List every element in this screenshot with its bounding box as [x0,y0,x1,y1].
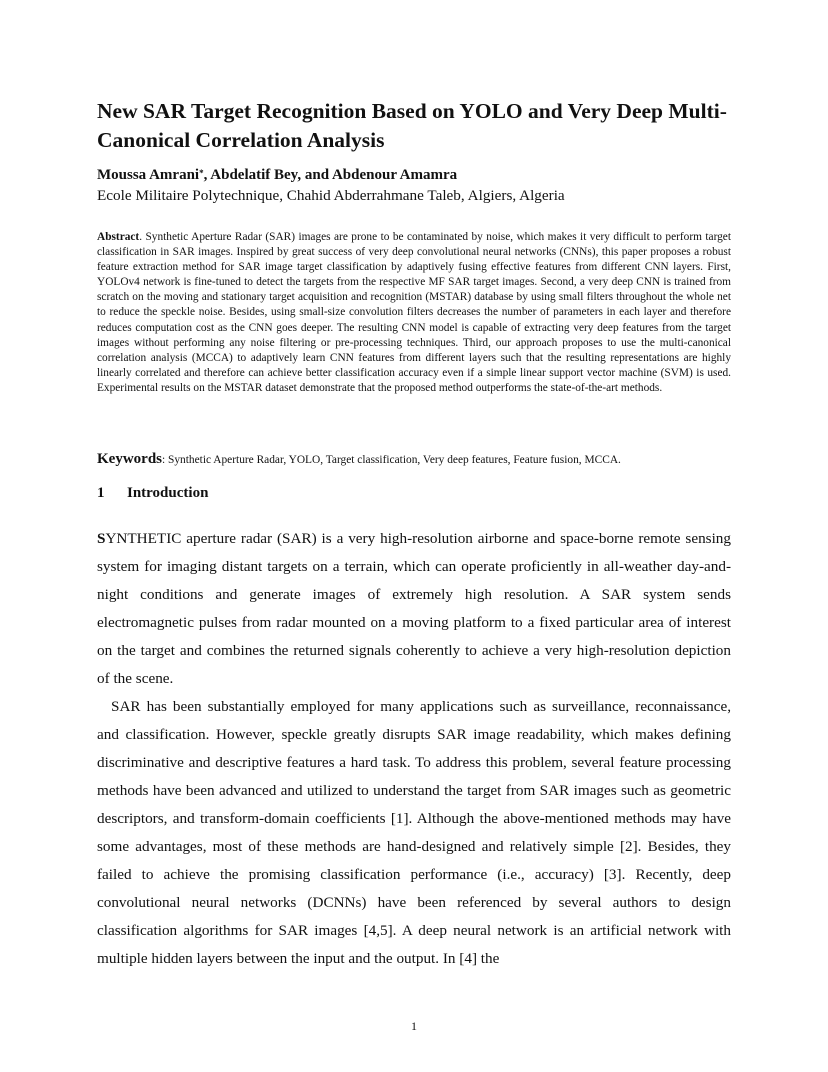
keywords-label: Keywords [97,451,162,467]
section-title: Introduction [127,485,209,501]
body-text [97,525,731,973]
page-number: 1 [411,1019,417,1033]
corresponding-author-mark: * [199,168,204,178]
affiliation: Ecole Militaire Polytechnique, Chahid Abderrahmane Taleb, Algiers, Algeria [97,187,565,204]
abstract-text: . Synthetic Aperture Radar (SAR) images are prone to be contaminated by noise, which makes it very difficult to perform target classification in SAR images. Inspired by great success of very deep convolutional neural networks (CNNs), this paper proposes a robust feature extraction method for SAR image target classification by adaptively fusing effective features from different CNN layers. First, YOLOv4 network is fine-tuned to detect the targets from the respective MF SAR target images. Second, a very deep CNN is trained from scratch on the moving and stationary target acquisition and recognition (MSTAR) database by using small filters throughout the whole net to reduce the speckle noise. Besides, using small-size convolution filters decreases the number of parameters in each layer and therefore reduces computation cost as the CNN goes deeper. The resulting CNN model is capable of extracting very deep features from the target images without performing any noise filtering or pre-processing techniques. Third, our approach proposes to use the multi-canonical correlation analysis (MCCA) to adaptively learn CNN features from different layers such that the resulting representations are highly linearly correlated and therefore can achieve better classification accuracy even if a simple linear support vector machine (SVM) is used. Experimental results on the MSTAR dataset demonstrate that the proposed method outperforms the state-of-the-art methods. [97,231,731,394]
paragraph-initial: S [97,530,106,547]
corresponding-author: Moussa Amrani [97,167,200,183]
co-authors: , Abdelatif Bey, and Abdenour Amamra [203,167,458,183]
paragraph-1 [97,525,731,693]
keywords-text: : Synthetic Aperture Radar, YOLO, Target classification, Very deep features, Feature fusion, MCCA. [162,454,621,466]
paragraph-1-text: YNTHETIC aperture radar (SAR) is a very high-resolution airborne and space-borne remote sensing system for imaging distant targets on a terrain, which can operate proficiently in all-weather day-and-night conditions and generate images of extremely high resolution. A SAR system sends electromagnetic pulses from radar mounted on a moving platform to a fixed particular area of interest on the target and combines the returned signals coherently to achieve a very high-resolution depiction of the scene. [97,530,731,687]
abstract [97,230,731,396]
author-list [97,166,731,185]
section-heading [97,484,731,503]
section-number: 1 [97,485,105,501]
paper-title: New SAR Target Recognition Based on YOLO and Very Deep Multi-Canonical Correlation Analysis [97,99,727,152]
keywords [97,449,737,470]
abstract-label: Abstract [97,231,140,243]
paragraph-2: SAR has been substantially employed for many applications such as surveillance, reconnaissance, and classification. However, speckle greatly disrupts SAR image readability, which makes defining discriminative and descriptive features a hard task. To address this problem, several feature processing methods have been advanced and utilized to understand the target from SAR images such as geometric descriptors, and transform-domain coefficients [1]. Although the above-mentioned methods may have some advantages, most of these methods are hand-designed and relatively simple [2]. Besides, they failed to achieve the promising classification performance (i.e., accuracy) [3]. Recently, deep convolutional neural networks (DCNNs) have been referenced by several authors to design classification algorithms for SAR images [4,5]. A deep neural network is an artificial network with multiple hidden layers between the input and the output. In [4] the [97,698,731,967]
